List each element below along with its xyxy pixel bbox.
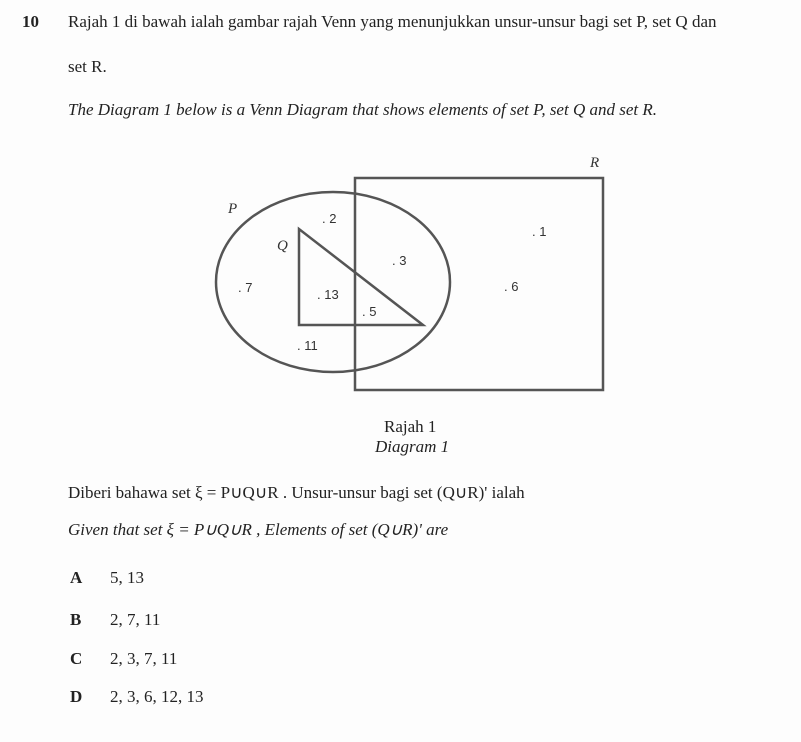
option-letter: D <box>70 687 83 706</box>
question-text-english: The Diagram 1 below is a Venn Diagram that shows elements of set P, set Q and set R. <box>68 100 657 119</box>
element-5: . 5 <box>362 304 377 319</box>
element-11: . 11 <box>297 338 318 353</box>
option-text: 2, 3, 6, 12, 13 <box>110 687 204 706</box>
caption-english: Diagram 1 <box>375 437 450 456</box>
option-text: 5, 13 <box>110 568 144 587</box>
option-letter: C <box>70 649 83 668</box>
given-malay: Diberi bahawa set ξ = P∪Q∪R . Unsur-unsur bagi set (Q∪R)' ialah <box>68 483 525 502</box>
element-1: . 1 <box>532 224 547 239</box>
question-number: 10 <box>22 12 39 31</box>
option-letter: A <box>70 568 83 587</box>
set-r-rectangle <box>355 178 603 390</box>
question-text-malay-line2: set R. <box>68 57 107 76</box>
set-r-label: R <box>590 155 600 171</box>
element-7: . 7 <box>238 280 253 295</box>
question-text-malay-line1: Rajah 1 di bawah ialah gambar rajah Venn yang menunjukkan unsur-unsur bagi set P, set Q dan <box>68 12 717 31</box>
option-letter: B <box>70 610 82 629</box>
caption-malay: Rajah 1 <box>384 417 437 436</box>
element-2: . 2 <box>322 211 337 226</box>
given-english: Given that set ξ = P∪Q∪R , Elements of set (Q∪R)' are <box>68 520 449 539</box>
option-text: 2, 3, 7, 11 <box>110 649 178 668</box>
option-text: 2, 7, 11 <box>110 610 161 629</box>
set-p-label: P <box>228 201 238 217</box>
element-13: . 13 <box>317 287 339 302</box>
element-3: . 3 <box>392 253 407 268</box>
set-q-label: Q <box>277 238 288 254</box>
set-q-triangle <box>299 229 423 325</box>
element-6: . 6 <box>504 279 519 294</box>
